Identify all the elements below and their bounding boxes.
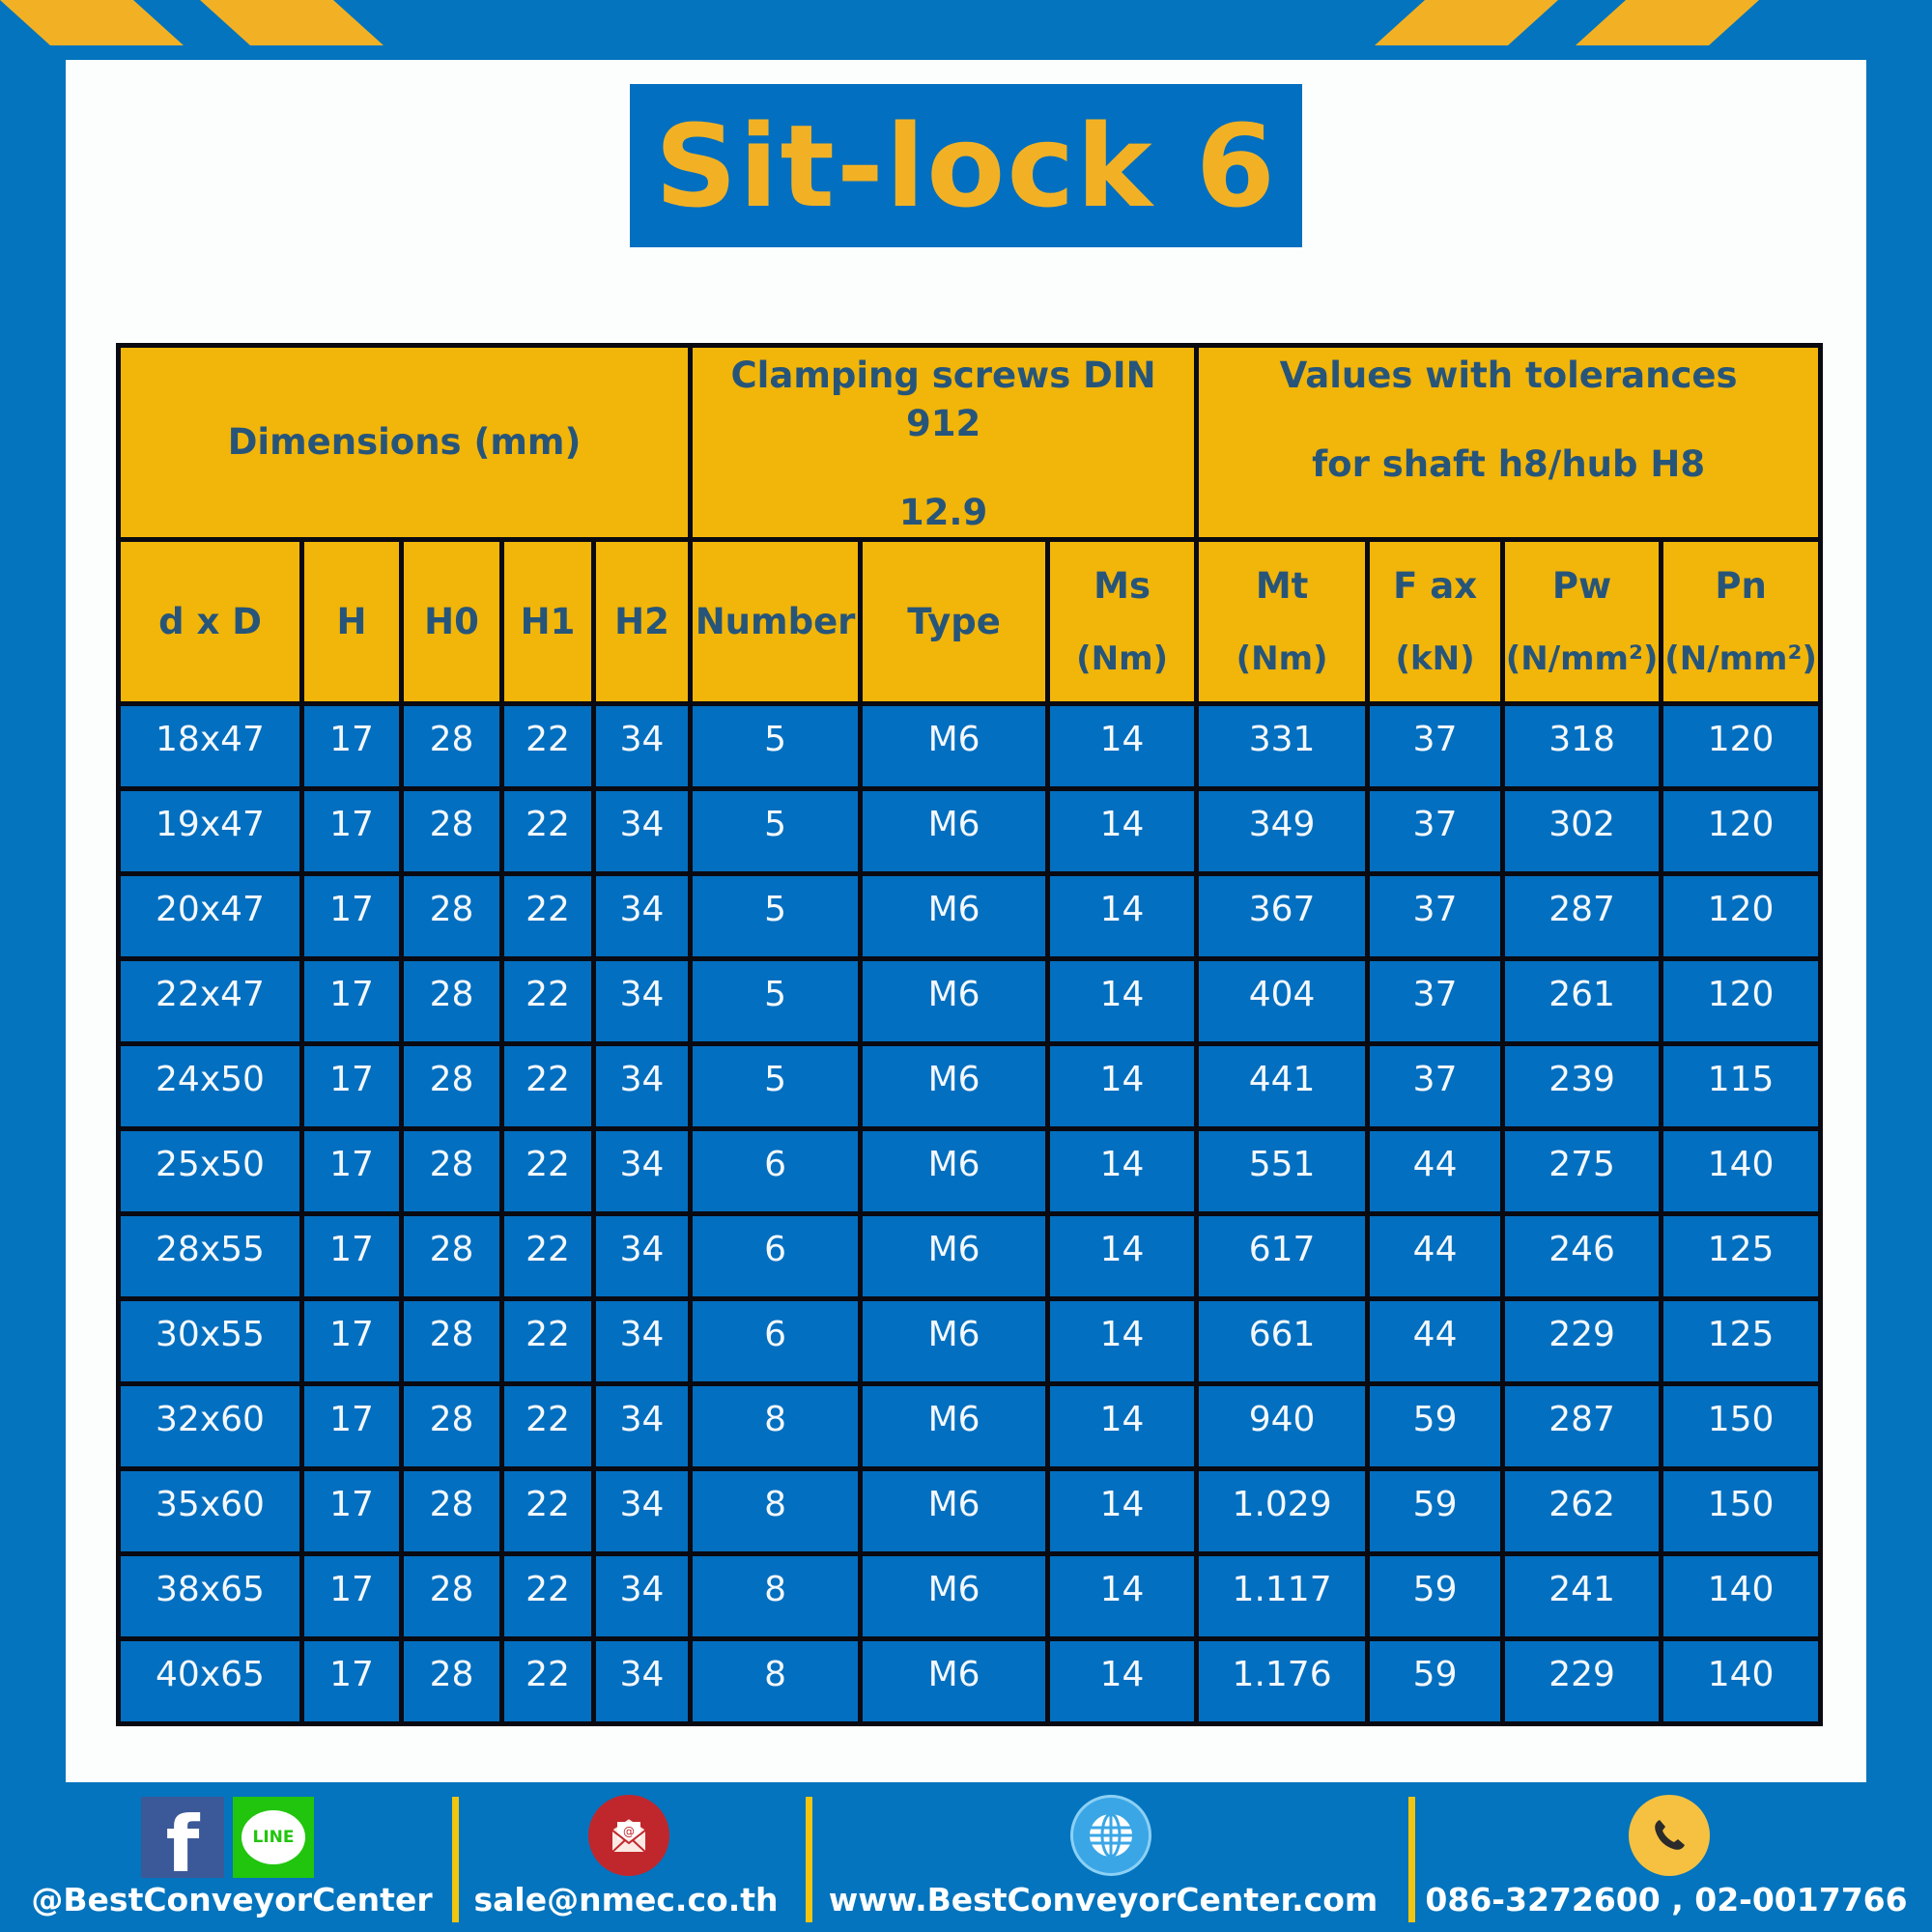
cell-H2: 34 xyxy=(594,703,691,788)
table-row xyxy=(119,1383,1821,1468)
cell-H0: 28 xyxy=(402,1638,502,1723)
cell-type: M6 xyxy=(861,703,1048,788)
table-row xyxy=(119,873,1821,958)
website-url[interactable]: www.BestConveyorCenter.com xyxy=(828,1881,1378,1918)
cell-fax: 37 xyxy=(1368,1043,1503,1128)
cell-type: M6 xyxy=(861,1213,1048,1298)
cell-H: 17 xyxy=(302,788,402,873)
cell-H: 17 xyxy=(302,1383,402,1468)
cell-H2: 34 xyxy=(594,873,691,958)
cell-type: M6 xyxy=(861,1128,1048,1213)
cell-number: 5 xyxy=(691,873,861,958)
cell-pn: 120 xyxy=(1662,958,1821,1043)
top-stripe-left-1 xyxy=(0,0,184,45)
group-label: Clamping screws DIN 912 xyxy=(730,355,1156,444)
cell-mt: 404 xyxy=(1197,958,1368,1043)
col-header-fax xyxy=(1368,539,1503,703)
cell-H0: 28 xyxy=(402,1468,502,1553)
cell-mt: 661 xyxy=(1197,1298,1368,1383)
cell-pn: 120 xyxy=(1662,703,1821,788)
table-row xyxy=(119,703,1821,788)
cell-pw: 275 xyxy=(1503,1128,1662,1213)
top-stripe-left-2 xyxy=(200,0,384,45)
cell-mt: 1.117 xyxy=(1197,1553,1368,1638)
phone-icon[interactable] xyxy=(1629,1795,1710,1876)
group-header-values-tolerances xyxy=(1197,346,1821,540)
col-label: Type xyxy=(907,600,1001,642)
cell-mt: 441 xyxy=(1197,1043,1368,1128)
cell-H: 17 xyxy=(302,1128,402,1213)
cell-fax: 44 xyxy=(1368,1128,1503,1213)
cell-pn: 125 xyxy=(1662,1298,1821,1383)
cell-type: M6 xyxy=(861,1043,1048,1128)
cell-mt: 367 xyxy=(1197,873,1368,958)
cell-ms: 14 xyxy=(1048,1468,1197,1553)
col-header-type xyxy=(861,539,1048,703)
col-unit: (kN) xyxy=(1395,639,1475,678)
col-label: H0 xyxy=(424,600,479,642)
cell-H1: 22 xyxy=(502,1213,594,1298)
footer-divider xyxy=(1408,1797,1415,1922)
cell-number: 5 xyxy=(691,958,861,1043)
group-label-line2: 12.9 xyxy=(898,491,988,533)
table-row xyxy=(119,1468,1821,1553)
group-header-row xyxy=(119,346,1821,540)
cell-mt: 1.176 xyxy=(1197,1638,1368,1723)
handset-glyph xyxy=(1648,1814,1690,1857)
cell-H2: 34 xyxy=(594,1553,691,1638)
cell-mt: 1.029 xyxy=(1197,1468,1368,1553)
table-row xyxy=(119,1553,1821,1638)
globe-icon[interactable] xyxy=(1070,1795,1151,1876)
cell-ms: 14 xyxy=(1048,1383,1197,1468)
cell-number: 5 xyxy=(691,788,861,873)
envelope-icon xyxy=(606,1812,652,1859)
cell-pw: 229 xyxy=(1503,1298,1662,1383)
spec-table xyxy=(116,343,1823,1726)
col-header-pn xyxy=(1662,539,1821,703)
cell-dxD: 32x60 xyxy=(119,1383,302,1468)
cell-fax: 37 xyxy=(1368,703,1503,788)
cell-H: 17 xyxy=(302,1213,402,1298)
cell-dxD: 19x47 xyxy=(119,788,302,873)
globe-glyph xyxy=(1086,1810,1136,1861)
top-stripe-right-1 xyxy=(1375,0,1558,45)
cell-type: M6 xyxy=(861,1638,1048,1723)
cell-pw: 262 xyxy=(1503,1468,1662,1553)
cell-type: M6 xyxy=(861,1298,1048,1383)
col-label: Number xyxy=(695,600,856,642)
col-label: H1 xyxy=(520,600,576,642)
phone-numbers[interactable]: 086-3272600 , 02-0017766 xyxy=(1425,1881,1908,1918)
col-header-H1 xyxy=(502,539,594,703)
cell-pw: 302 xyxy=(1503,788,1662,873)
cell-H0: 28 xyxy=(402,703,502,788)
col-header-pw xyxy=(1503,539,1662,703)
cell-pw: 229 xyxy=(1503,1638,1662,1723)
col-header-H2 xyxy=(594,539,691,703)
col-unit: (N/mm²) xyxy=(1505,639,1659,678)
spec-table-body xyxy=(119,703,1821,1723)
cell-H1: 22 xyxy=(502,1298,594,1383)
cell-pn: 120 xyxy=(1662,788,1821,873)
col-unit: (Nm) xyxy=(1236,639,1328,678)
cell-mt: 551 xyxy=(1197,1128,1368,1213)
cell-ms: 14 xyxy=(1048,1638,1197,1723)
cell-type: M6 xyxy=(861,788,1048,873)
col-header-number xyxy=(691,539,861,703)
cell-pw: 287 xyxy=(1503,873,1662,958)
cell-H0: 28 xyxy=(402,1128,502,1213)
cell-pw: 246 xyxy=(1503,1213,1662,1298)
cell-dxD: 18x47 xyxy=(119,703,302,788)
col-header-H xyxy=(302,539,402,703)
column-header-row xyxy=(119,539,1821,703)
group-header-dimensions xyxy=(119,346,691,540)
cell-number: 8 xyxy=(691,1553,861,1638)
col-header-ms xyxy=(1048,539,1197,703)
cell-H: 17 xyxy=(302,1638,402,1723)
cell-H: 17 xyxy=(302,1468,402,1553)
col-header-dxD xyxy=(119,539,302,703)
cell-H0: 28 xyxy=(402,958,502,1043)
cell-fax: 37 xyxy=(1368,788,1503,873)
cell-number: 8 xyxy=(691,1468,861,1553)
cell-pn: 140 xyxy=(1662,1128,1821,1213)
cell-pn: 125 xyxy=(1662,1213,1821,1298)
cell-pn: 150 xyxy=(1662,1468,1821,1553)
col-header-H0 xyxy=(402,539,502,703)
table-row xyxy=(119,1213,1821,1298)
cell-fax: 59 xyxy=(1368,1638,1503,1723)
cell-H: 17 xyxy=(302,1298,402,1383)
cell-mt: 331 xyxy=(1197,703,1368,788)
cell-ms: 14 xyxy=(1048,703,1197,788)
cell-H1: 22 xyxy=(502,1383,594,1468)
cell-dxD: 25x50 xyxy=(119,1128,302,1213)
cell-ms: 14 xyxy=(1048,1213,1197,1298)
cell-type: M6 xyxy=(861,1383,1048,1468)
cell-H: 17 xyxy=(302,703,402,788)
cell-H1: 22 xyxy=(502,1553,594,1638)
group-label: Values with tolerances xyxy=(1279,355,1738,396)
cell-H0: 28 xyxy=(402,1043,502,1128)
cell-H2: 34 xyxy=(594,1213,691,1298)
table-row xyxy=(119,1043,1821,1128)
col-label: Pw xyxy=(1551,564,1612,607)
col-label: Ms xyxy=(1094,564,1151,607)
col-label: Mt xyxy=(1255,564,1309,607)
cell-H1: 22 xyxy=(502,958,594,1043)
cell-pw: 241 xyxy=(1503,1553,1662,1638)
cell-type: M6 xyxy=(861,873,1048,958)
cell-number: 5 xyxy=(691,703,861,788)
cell-H1: 22 xyxy=(502,1468,594,1553)
svg-text:@: @ xyxy=(623,1825,635,1838)
footer-divider xyxy=(452,1797,459,1922)
cell-pn: 115 xyxy=(1662,1043,1821,1128)
cell-ms: 14 xyxy=(1048,1553,1197,1638)
cell-mt: 940 xyxy=(1197,1383,1368,1468)
line-glyph: LINE xyxy=(252,1828,295,1847)
cell-type: M6 xyxy=(861,958,1048,1043)
cell-dxD: 38x65 xyxy=(119,1553,302,1638)
cell-H1: 22 xyxy=(502,1638,594,1723)
cell-H1: 22 xyxy=(502,1043,594,1128)
cell-number: 6 xyxy=(691,1298,861,1383)
cell-dxD: 35x60 xyxy=(119,1468,302,1553)
cell-fax: 37 xyxy=(1368,873,1503,958)
cell-number: 5 xyxy=(691,1043,861,1128)
cell-type: M6 xyxy=(861,1553,1048,1638)
line-icon[interactable] xyxy=(233,1797,314,1878)
table-row xyxy=(119,1638,1821,1723)
cell-H0: 28 xyxy=(402,1213,502,1298)
cell-pw: 318 xyxy=(1503,703,1662,788)
col-label: Pn xyxy=(1715,564,1767,607)
col-unit: (Nm) xyxy=(1076,639,1169,678)
cell-ms: 14 xyxy=(1048,1298,1197,1383)
cell-number: 8 xyxy=(691,1383,861,1468)
cell-dxD: 30x55 xyxy=(119,1298,302,1383)
cell-fax: 37 xyxy=(1368,958,1503,1043)
page-title: Sit-lock 6 xyxy=(655,99,1277,233)
cell-ms: 14 xyxy=(1048,1128,1197,1213)
cell-fax: 44 xyxy=(1368,1213,1503,1298)
cell-ms: 14 xyxy=(1048,788,1197,873)
cell-H2: 34 xyxy=(594,1638,691,1723)
cell-pn: 140 xyxy=(1662,1638,1821,1723)
cell-ms: 14 xyxy=(1048,873,1197,958)
cell-pw: 287 xyxy=(1503,1383,1662,1468)
cell-H2: 34 xyxy=(594,1298,691,1383)
cell-H2: 34 xyxy=(594,1043,691,1128)
table-row xyxy=(119,1298,1821,1383)
cell-dxD: 24x50 xyxy=(119,1043,302,1128)
cell-fax: 59 xyxy=(1368,1468,1503,1553)
cell-H2: 34 xyxy=(594,958,691,1043)
cell-H0: 28 xyxy=(402,1553,502,1638)
cell-H: 17 xyxy=(302,873,402,958)
cell-dxD: 28x55 xyxy=(119,1213,302,1298)
col-label: H2 xyxy=(614,600,669,642)
email-address[interactable]: sale@nmec.co.th xyxy=(473,1881,779,1918)
cell-number: 6 xyxy=(691,1213,861,1298)
cell-H0: 28 xyxy=(402,1298,502,1383)
group-label: Dimensions (mm) xyxy=(227,420,582,463)
cell-mt: 349 xyxy=(1197,788,1368,873)
cell-fax: 59 xyxy=(1368,1553,1503,1638)
cell-ms: 14 xyxy=(1048,1043,1197,1128)
col-label: H xyxy=(336,600,367,642)
cell-H2: 34 xyxy=(594,1383,691,1468)
cell-H0: 28 xyxy=(402,1383,502,1468)
cell-pw: 261 xyxy=(1503,958,1662,1043)
cell-pw: 239 xyxy=(1503,1043,1662,1128)
cell-ms: 14 xyxy=(1048,958,1197,1043)
line-bubble xyxy=(242,1810,305,1864)
cell-H0: 28 xyxy=(402,873,502,958)
cell-H1: 22 xyxy=(502,1128,594,1213)
cell-H1: 22 xyxy=(502,873,594,958)
col-label: F ax xyxy=(1393,564,1478,607)
table-row xyxy=(119,958,1821,1043)
cell-H0: 28 xyxy=(402,788,502,873)
cell-H1: 22 xyxy=(502,703,594,788)
col-unit: (N/mm²) xyxy=(1664,639,1817,678)
title-banner xyxy=(630,84,1302,247)
cell-H: 17 xyxy=(302,1553,402,1638)
cell-H2: 34 xyxy=(594,1128,691,1213)
cell-H2: 34 xyxy=(594,1468,691,1553)
facebook-glyph: f xyxy=(165,1800,200,1878)
col-label: d x D xyxy=(158,600,262,642)
cell-type: M6 xyxy=(861,1468,1048,1553)
table-row xyxy=(119,1128,1821,1213)
cell-mt: 617 xyxy=(1197,1213,1368,1298)
cell-fax: 44 xyxy=(1368,1298,1503,1383)
cell-dxD: 22x47 xyxy=(119,958,302,1043)
cell-dxD: 40x65 xyxy=(119,1638,302,1723)
cell-H: 17 xyxy=(302,958,402,1043)
cell-fax: 59 xyxy=(1368,1383,1503,1468)
footer-social xyxy=(19,1782,444,1932)
cell-number: 6 xyxy=(691,1128,861,1213)
top-stripe-right-2 xyxy=(1576,0,1759,45)
group-label-line2: for shaft h8/hub H8 xyxy=(1312,442,1706,485)
cell-dxD: 20x47 xyxy=(119,873,302,958)
cell-number: 8 xyxy=(691,1638,861,1723)
email-icon[interactable] xyxy=(588,1795,669,1876)
facebook-icon[interactable] xyxy=(141,1797,224,1878)
cell-pn: 120 xyxy=(1662,873,1821,958)
group-header-clamping-screws xyxy=(691,346,1197,540)
cell-pn: 150 xyxy=(1662,1383,1821,1468)
cell-H: 17 xyxy=(302,1043,402,1128)
footer-divider xyxy=(806,1797,812,1922)
table-row xyxy=(119,788,1821,873)
cell-H2: 34 xyxy=(594,788,691,873)
social-handle[interactable]: @BestConveyorCenter xyxy=(31,1881,433,1918)
cell-H1: 22 xyxy=(502,788,594,873)
cell-pn: 140 xyxy=(1662,1553,1821,1638)
col-header-mt xyxy=(1197,539,1368,703)
